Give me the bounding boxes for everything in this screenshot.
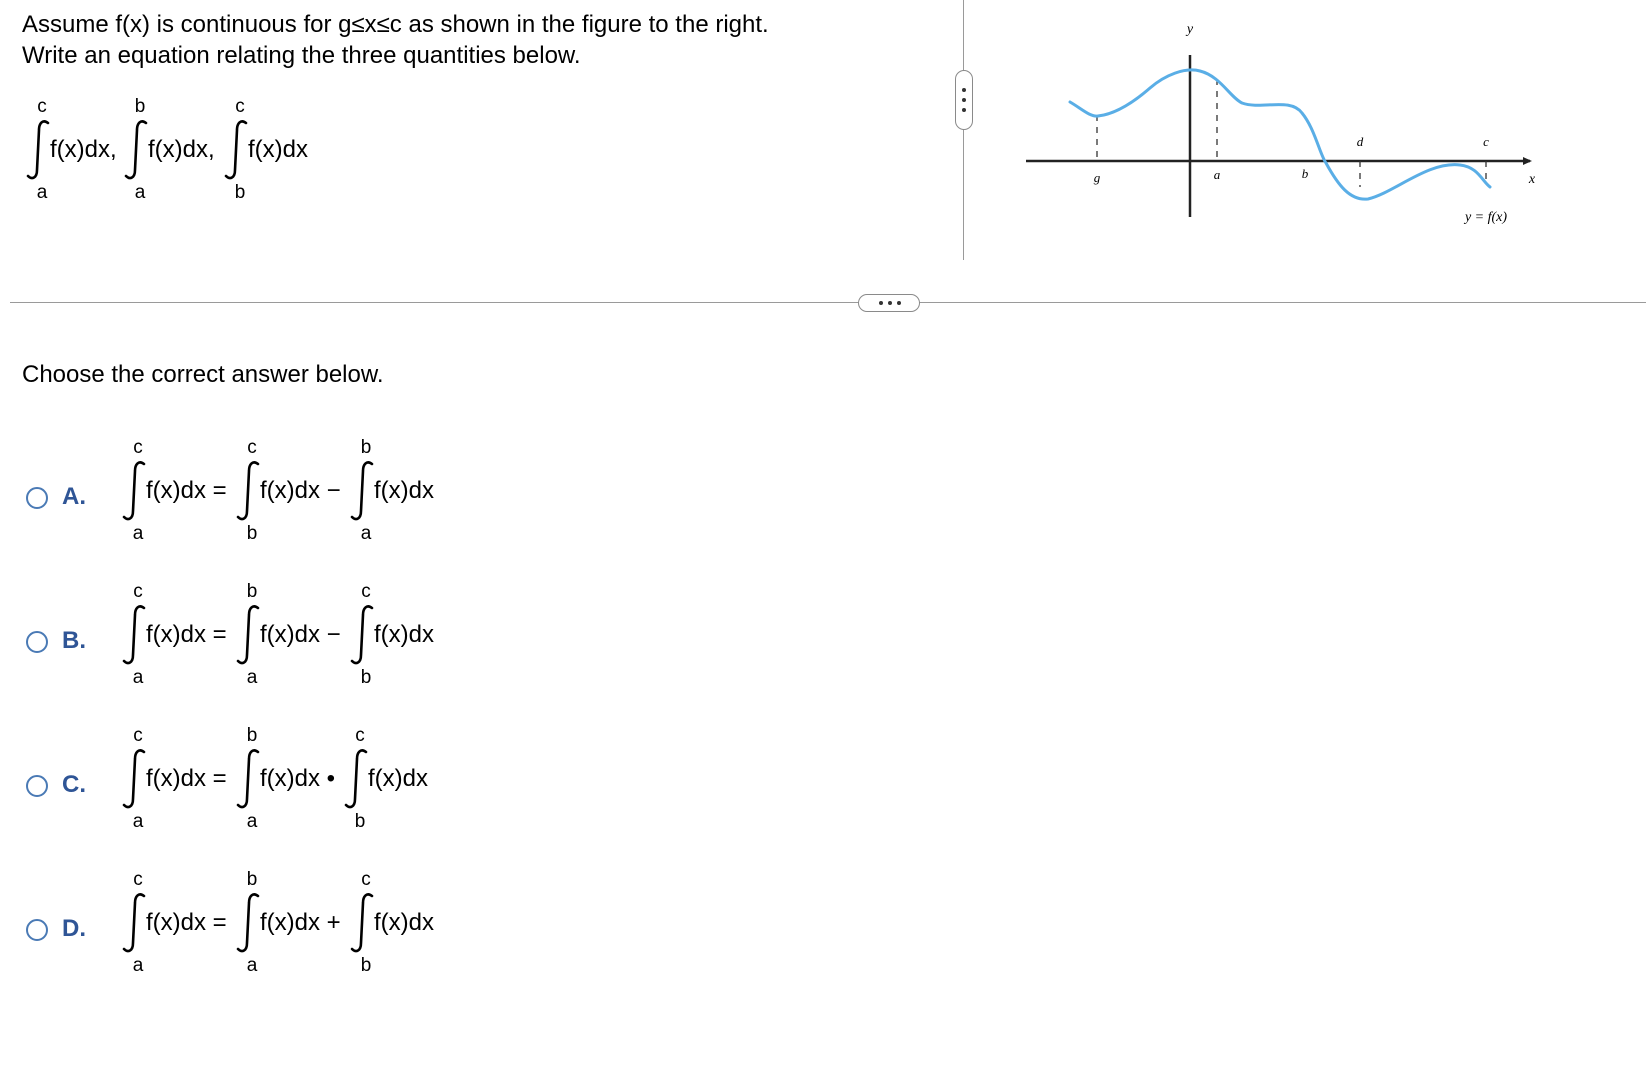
d-label: d	[1356, 134, 1364, 149]
integrand: f(x)dx	[248, 136, 308, 163]
option-term	[120, 725, 227, 835]
option-letter: D.	[62, 915, 86, 942]
integrand: f(x)dx −	[260, 477, 341, 504]
function-curve	[1070, 70, 1490, 199]
handle-dot	[962, 98, 966, 102]
a-label: a	[1213, 167, 1221, 182]
lower-limit: a	[246, 667, 258, 688]
integrand: f(x)dx,	[50, 136, 117, 163]
handle-dot	[879, 301, 883, 305]
quantity-integral	[222, 96, 322, 206]
lower-limit: a	[36, 182, 48, 203]
question-line-1: Assume f(x) is continuous for g≤x≤c as shown in the figure to the right.	[22, 11, 769, 38]
integrand: f(x)dx	[374, 909, 434, 936]
upper-limit: c	[361, 869, 371, 890]
upper-limit: c	[235, 96, 245, 117]
upper-limit: c	[355, 725, 365, 746]
lower-limit: a	[132, 667, 144, 688]
lower-limit: a	[246, 955, 258, 976]
option-term	[120, 581, 227, 691]
upper-limit: c	[133, 437, 143, 458]
upper-limit: b	[246, 581, 258, 602]
radio-button-a[interactable]	[26, 487, 48, 509]
option-term	[234, 437, 341, 547]
upper-limit: b	[246, 869, 258, 890]
radio-button-c[interactable]	[26, 775, 48, 797]
y-axis-label: y	[1186, 22, 1194, 37]
radio-button-b[interactable]	[26, 631, 48, 653]
handle-dot	[897, 301, 901, 305]
integrand: f(x)dx =	[146, 621, 227, 648]
option-letter: B.	[62, 627, 86, 654]
integrand: f(x)dx =	[146, 765, 227, 792]
option-term	[120, 869, 227, 979]
upper-limit: c	[133, 581, 143, 602]
lower-limit: b	[234, 182, 246, 203]
upper-limit: b	[134, 96, 146, 117]
lower-limit: a	[134, 182, 146, 203]
horizontal-divider	[10, 302, 1646, 303]
function-label: y = f(x)	[1464, 210, 1508, 225]
vertical-splitter-handle[interactable]	[955, 70, 973, 130]
option-term	[234, 869, 341, 979]
option-term	[348, 869, 448, 979]
upper-limit: b	[246, 725, 258, 746]
option-c[interactable]	[22, 725, 502, 845]
option-letter: A.	[62, 483, 86, 510]
handle-dot	[962, 88, 966, 92]
lower-limit: a	[132, 523, 144, 544]
upper-limit: c	[133, 725, 143, 746]
lower-limit: a	[132, 955, 144, 976]
option-letter: C.	[62, 771, 86, 798]
lower-limit: a	[360, 523, 372, 544]
integrand: f(x)dx	[374, 621, 434, 648]
integrand: f(x)dx +	[260, 909, 341, 936]
integrand: f(x)dx	[368, 765, 428, 792]
g-label: g	[1093, 170, 1101, 185]
integrand: f(x)dx −	[260, 621, 341, 648]
lower-limit: b	[354, 811, 366, 832]
integrand: f(x)dx •	[260, 765, 336, 792]
integrand: f(x)dx,	[148, 136, 215, 163]
option-term	[234, 725, 334, 835]
handle-dot	[962, 108, 966, 112]
lower-limit: a	[132, 811, 144, 832]
x-axis-arrow-icon	[1523, 157, 1532, 165]
option-term	[342, 725, 442, 835]
lower-limit: b	[246, 523, 258, 544]
option-b[interactable]	[22, 581, 502, 701]
lower-limit: b	[360, 955, 372, 976]
integrand: f(x)dx =	[146, 477, 227, 504]
function-graph	[1020, 15, 1545, 245]
lower-limit: a	[246, 811, 258, 832]
b-label: b	[1301, 166, 1309, 181]
c-label: c	[1483, 134, 1489, 149]
lower-limit: b	[360, 667, 372, 688]
radio-button-d[interactable]	[26, 919, 48, 941]
upper-limit: c	[133, 869, 143, 890]
quantity-integral	[122, 96, 222, 206]
option-d[interactable]	[22, 869, 502, 989]
integrand: f(x)dx	[374, 477, 434, 504]
quantity-integral	[24, 96, 124, 206]
option-term	[234, 581, 341, 691]
handle-dot	[888, 301, 892, 305]
integrand: f(x)dx =	[146, 909, 227, 936]
upper-limit: c	[361, 581, 371, 602]
option-term	[348, 581, 448, 691]
answer-prompt: Choose the correct answer below.	[22, 361, 384, 388]
option-term	[120, 437, 227, 547]
upper-limit: c	[247, 437, 257, 458]
option-a[interactable]	[22, 437, 502, 557]
upper-limit: c	[37, 96, 47, 117]
option-term	[348, 437, 448, 547]
horizontal-splitter-handle[interactable]	[858, 294, 920, 312]
x-axis-label: x	[1528, 172, 1536, 187]
upper-limit: b	[360, 437, 372, 458]
question-line-2: Write an equation relating the three quantities below.	[22, 42, 581, 69]
vertical-divider	[963, 0, 964, 260]
